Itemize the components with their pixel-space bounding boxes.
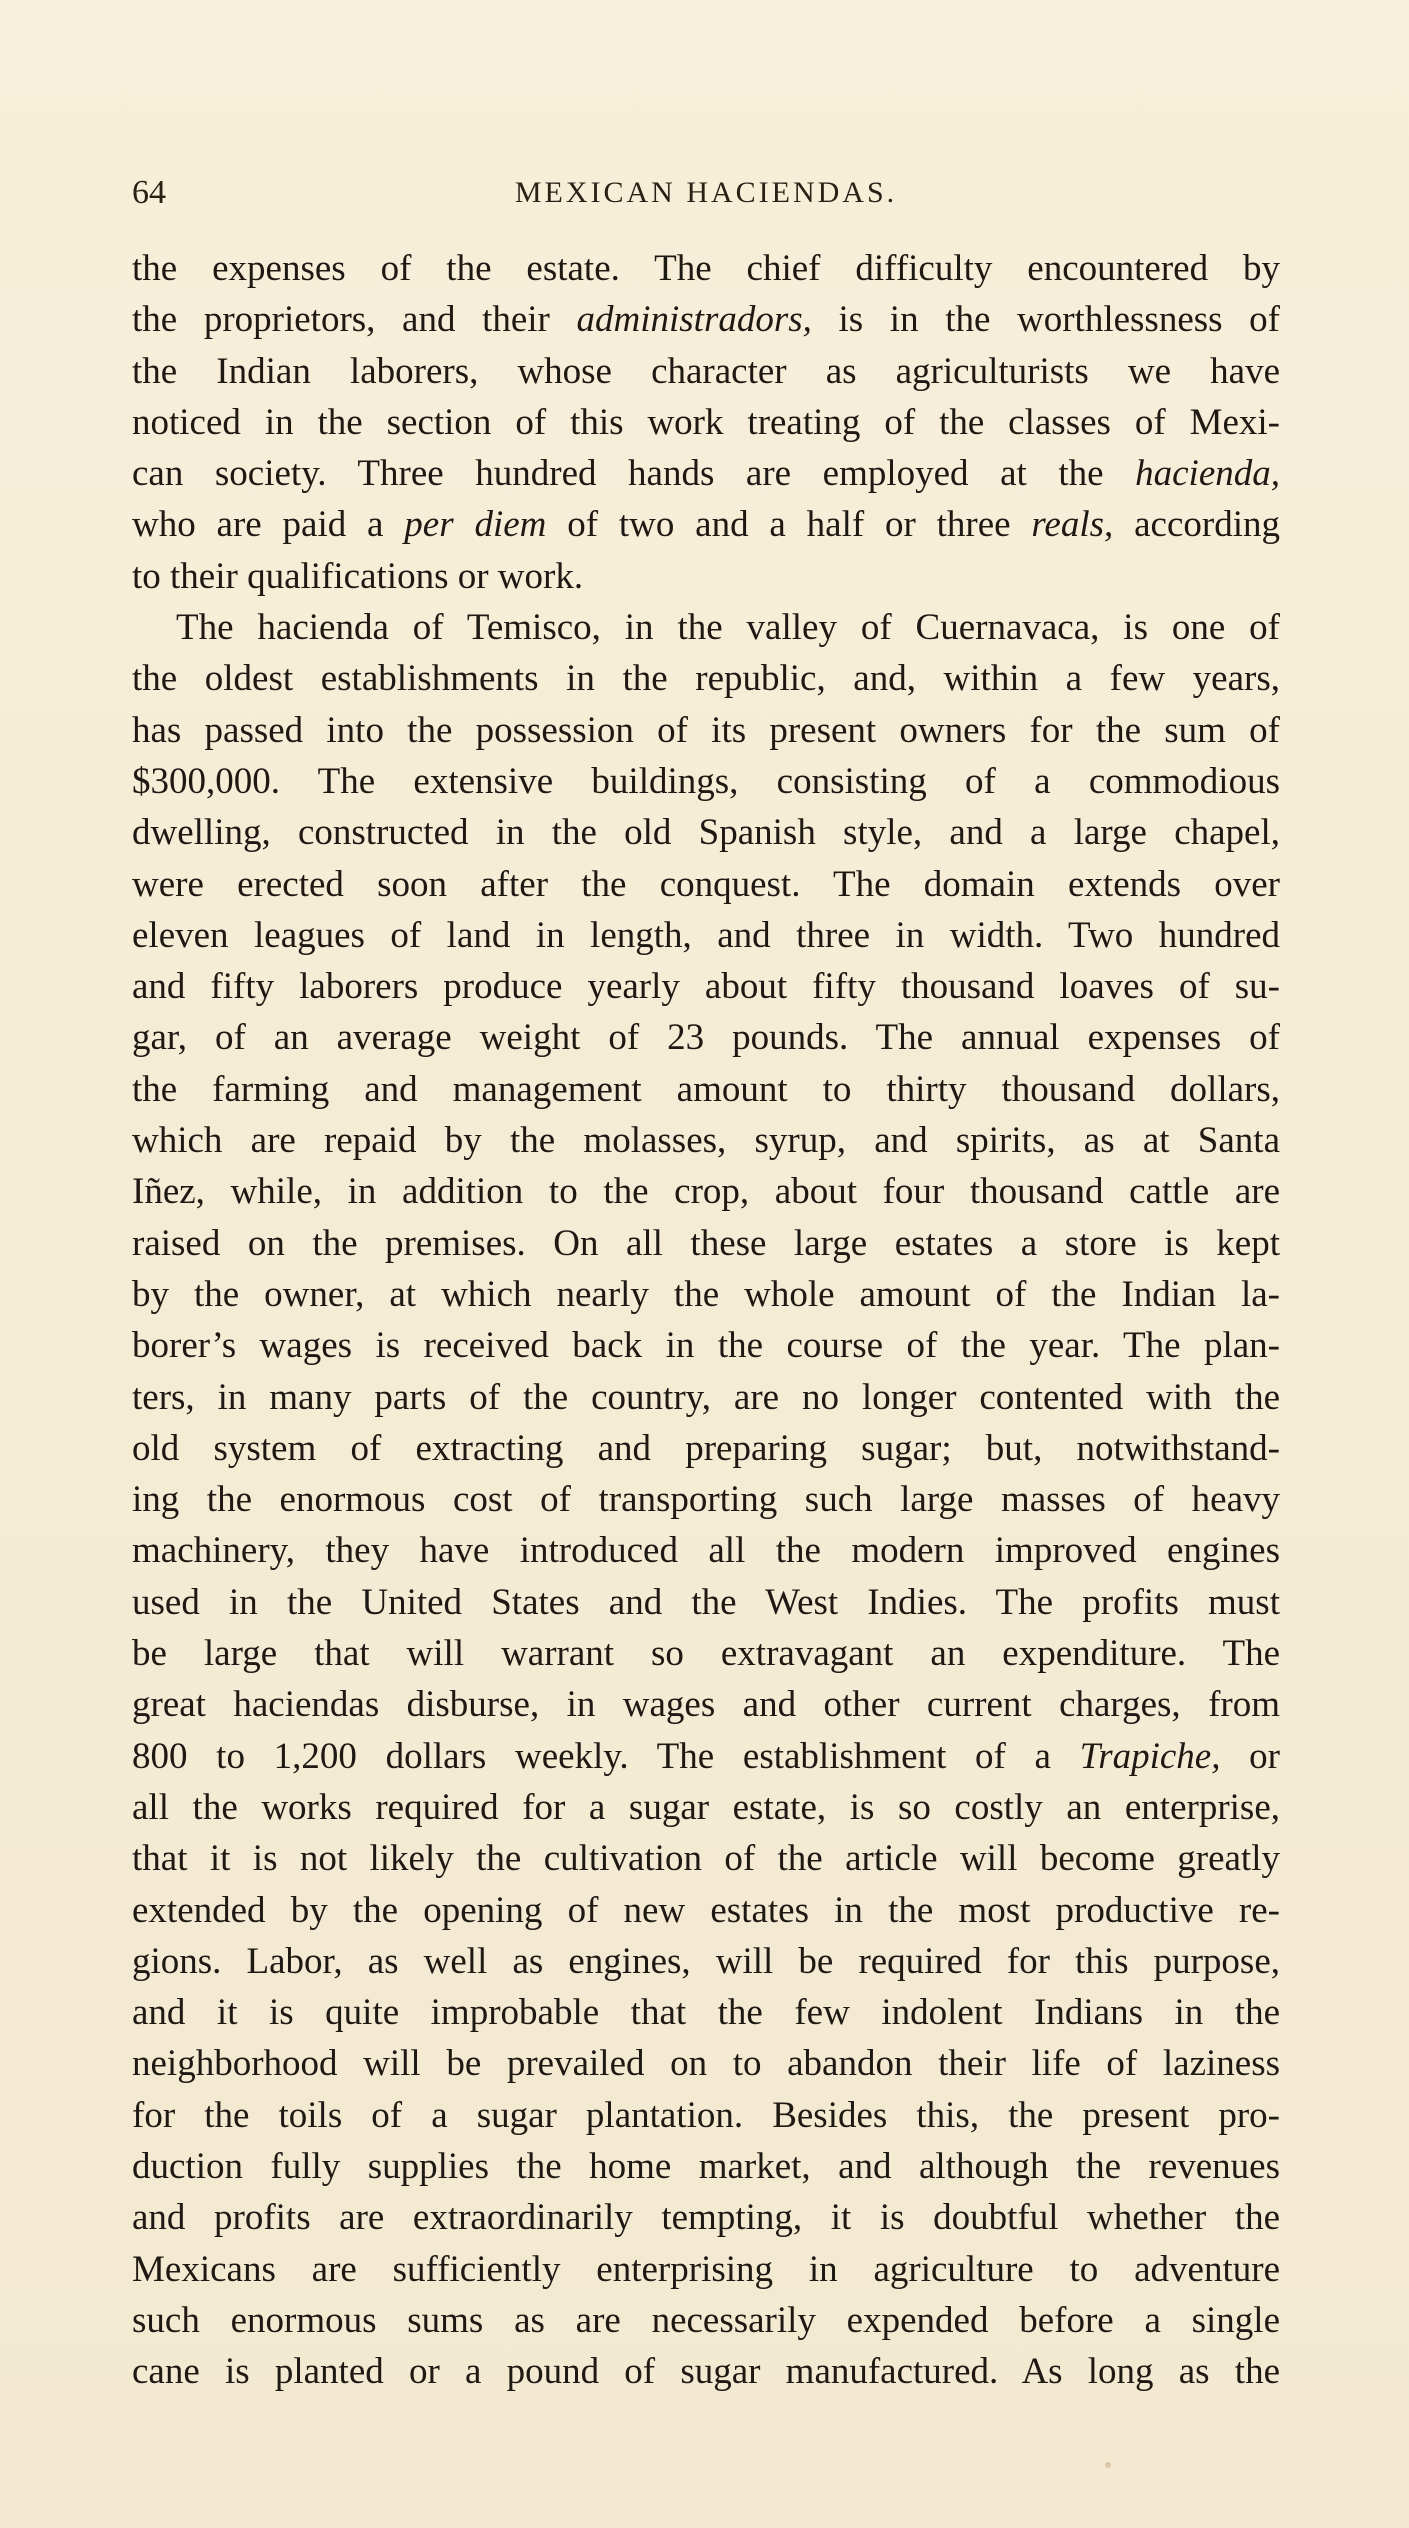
text-run: $300,000. The extensive buildings, consisting of a commodious [132, 760, 1280, 802]
text-line [132, 2090, 1280, 2141]
paper-speck [1105, 2462, 1111, 2468]
text-run: all the works required for a sugar estate, is so costly an enterprise, [132, 1786, 1280, 1828]
text-run: gar, of an average weight of 23 pounds. The annual expenses of [132, 1017, 1280, 1059]
text-line [132, 551, 1280, 602]
text-line [132, 2244, 1280, 2295]
text-line [132, 961, 1280, 1012]
text-run: Mexicans are sufficiently enterprising in agriculture to adventure [132, 2248, 1280, 2290]
text-run: and fifty laborers produce yearly about fifty thousand loaves of su- [132, 966, 1280, 1008]
text-run: the farming and management amount to thirty thousand dollars, [132, 1068, 1280, 1110]
text-line [132, 1731, 1280, 1782]
text-line [132, 2141, 1280, 2192]
text-line [132, 2192, 1280, 2243]
text-run: the proprietors, and their [132, 299, 577, 341]
text-run: neighborhood will be prevailed on to abandon their life of laziness [132, 2043, 1280, 2085]
text-line [132, 756, 1280, 807]
text-line [132, 1372, 1280, 1423]
text-run: machinery, they have introduced all the modern improved engines [132, 1530, 1280, 1572]
text-line [132, 1833, 1280, 1884]
italic-term: administradors, [576, 299, 812, 341]
text-run: noticed in the section of this work treating of the classes of Mexi- [132, 401, 1280, 443]
text-run: were erected soon after the conquest. The domain extends over [132, 863, 1280, 905]
text-run: the oldest establishments in the republic, and, within a few years, [132, 658, 1280, 700]
page-number: 64 [132, 174, 166, 211]
text-run: The hacienda of Temisco, in the valley of Cuernavaca, is one of [176, 607, 1280, 649]
text-run: by the owner, at which nearly the whole amount of the Indian la- [132, 1273, 1280, 1315]
body-text [132, 243, 1280, 2397]
text-run: such enormous sums as are necessarily expended before a single [132, 2299, 1280, 2341]
text-line [132, 807, 1280, 858]
text-run: of two and a half or three [546, 504, 1032, 546]
text-line [132, 499, 1280, 550]
text-line [132, 294, 1280, 345]
text-run: which are repaid by the molasses, syrup, and spirits, as at Santa [132, 1120, 1280, 1162]
text-run: for the toils of a sugar plantation. Besides this, the present pro- [132, 2094, 1280, 2136]
text-line [132, 1012, 1280, 1063]
text-line [132, 448, 1280, 499]
text-line [132, 1679, 1280, 1730]
text-line [132, 346, 1280, 397]
text-line [132, 1423, 1280, 1474]
page-header [132, 168, 1280, 218]
text-run: ing the enormous cost of transporting such large masses of heavy [132, 1479, 1280, 1521]
text-line [132, 1577, 1280, 1628]
text-line [132, 2295, 1280, 2346]
text-run: used in the United States and the West Indies. The profits must [132, 1581, 1280, 1623]
text-run: eleven leagues of land in length, and three in width. Two hundred [132, 914, 1280, 956]
text-line [132, 1320, 1280, 1371]
text-line [132, 1064, 1280, 1115]
text-run: and profits are extraordinarily tempting, it is doubtful whether the [132, 2197, 1280, 2239]
text-run: to their qualifications or work. [132, 555, 584, 597]
text-run: ters, in many parts of the country, are no longer contented with the [132, 1376, 1280, 1418]
text-run: Iñez, while, in addition to the crop, about four thousand cattle are [132, 1171, 1280, 1213]
text-run: be large that will warrant so extravagant an expenditure. The [132, 1633, 1280, 1675]
text-run: old system of extracting and preparing sugar; but, notwithstand- [132, 1427, 1280, 1469]
italic-term: per diem [404, 504, 547, 546]
text-run: the Indian laborers, whose character as agriculturists we have [132, 350, 1280, 392]
text-line [132, 397, 1280, 448]
text-line [132, 910, 1280, 961]
text-line [132, 1166, 1280, 1217]
text-run: duction fully supplies the home market, and although the revenues [132, 2145, 1280, 2187]
text-line [132, 2038, 1280, 2089]
text-run: according [1113, 504, 1280, 546]
text-line [132, 1474, 1280, 1525]
text-line [132, 705, 1280, 756]
text-run: 800 to 1,200 dollars weekly. The establishment of a [132, 1735, 1080, 1777]
italic-term: reals, [1031, 504, 1114, 546]
text-run: is in the worthlessness of [811, 299, 1280, 341]
text-line [132, 1269, 1280, 1320]
text-line [132, 1885, 1280, 1936]
text-line [132, 1987, 1280, 2038]
text-run: the expenses of the estate. The chief difficulty encountered by [132, 248, 1280, 289]
text-run: raised on the premises. On all these large estates a store is kept [132, 1222, 1280, 1264]
text-run: that it is not likely the cultivation of the article will become greatly [132, 1838, 1280, 1880]
text-run: gions. Labor, as well as engines, will be required for this purpose, [132, 1940, 1280, 1982]
text-line [132, 1782, 1280, 1833]
text-run: has passed into the possession of its present owners for the sum of [132, 709, 1280, 751]
running-title: MEXICAN HACIENDAS. [514, 176, 898, 209]
text-run: great haciendas disburse, in wages and other current charges, from [132, 1684, 1280, 1726]
text-line [132, 1525, 1280, 1576]
text-line [132, 243, 1280, 294]
text-run: can society. Three hundred hands are employed at the [132, 453, 1136, 495]
text-run: cane is planted or a pound of sugar manufactured. As long as the [132, 2351, 1280, 2393]
italic-term: hacienda, [1135, 453, 1280, 495]
text-line [132, 602, 1280, 653]
text-line [132, 653, 1280, 704]
text-line [132, 1115, 1280, 1166]
text-line [132, 1218, 1280, 1269]
text-run: and it is quite improbable that the few indolent Indians in the [132, 1992, 1280, 2034]
text-run: extended by the opening of new estates in the most productive re- [132, 1889, 1280, 1931]
text-line [132, 859, 1280, 910]
text-run: dwelling, constructed in the old Spanish style, and a large chapel, [132, 812, 1280, 854]
italic-term: Trapiche, [1079, 1735, 1221, 1777]
text-run: who are paid a [132, 504, 405, 546]
text-line [132, 1936, 1280, 1987]
text-line [132, 2346, 1280, 2397]
text-run: or [1220, 1735, 1280, 1777]
text-line [132, 1628, 1280, 1679]
text-run: borer’s wages is received back in the course of the year. The plan- [132, 1325, 1280, 1367]
